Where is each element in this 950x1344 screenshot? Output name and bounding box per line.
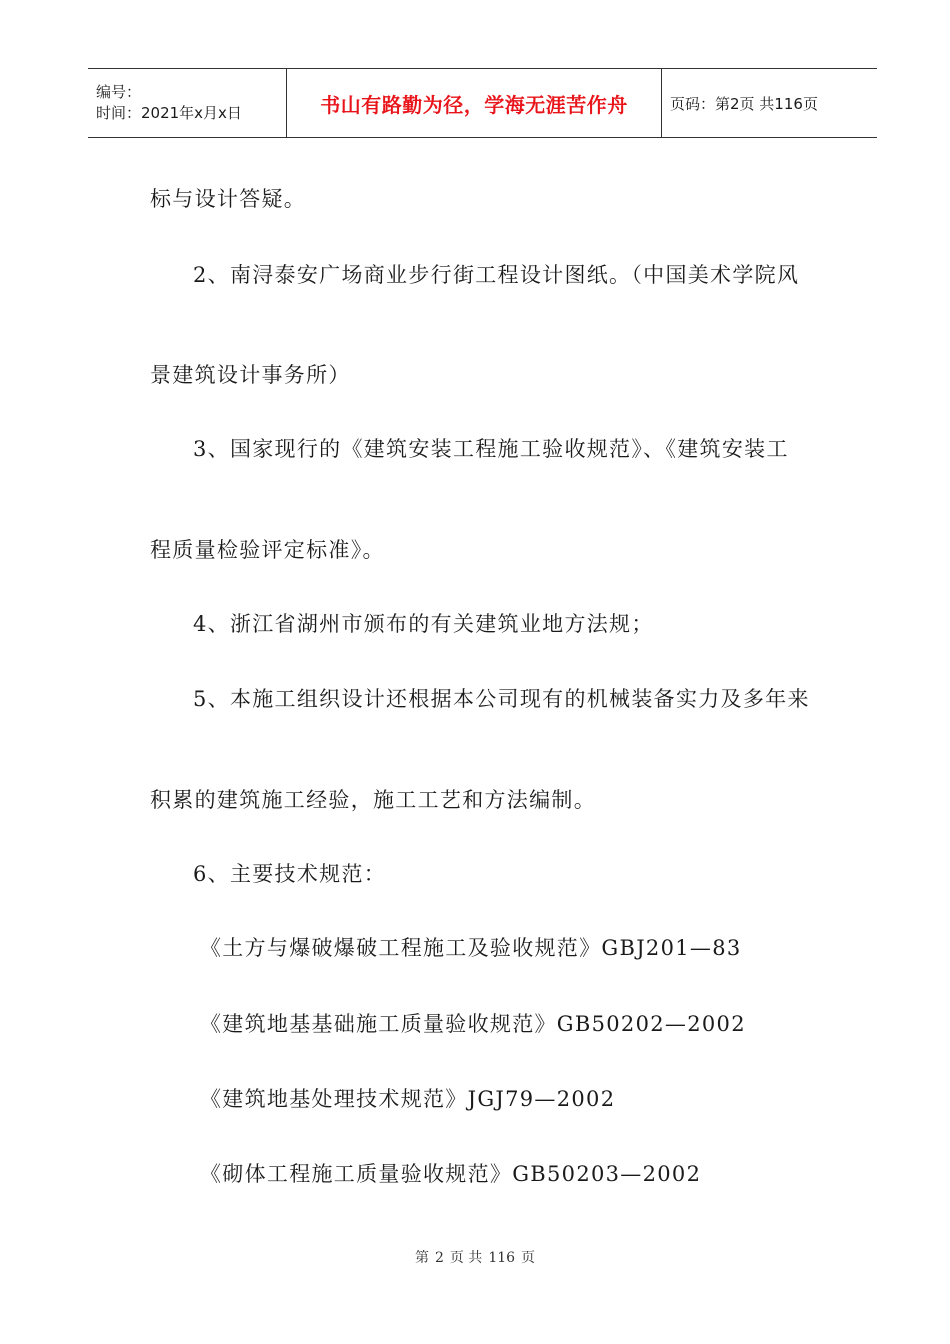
paragraph-line: 2、南浔泰安广场商业步行街工程设计图纸。（中国美术学院风 bbox=[193, 263, 800, 287]
footer-page-number: 2 bbox=[434, 1250, 444, 1266]
time-label: 时间：2021年x月x日 bbox=[96, 104, 242, 122]
footer-suffix: 页 bbox=[521, 1250, 536, 1266]
standard-item: 《土方与爆破爆破工程施工及验收规范》GBJ201—83 bbox=[200, 936, 742, 960]
paragraph-line: 3、国家现行的《建筑安装工程施工验收规范》、《建筑安装工 bbox=[193, 437, 789, 461]
document-header bbox=[88, 68, 877, 138]
footer-middle: 页 共 bbox=[449, 1250, 483, 1266]
header-meta bbox=[88, 69, 287, 137]
paragraph-line: 景建筑设计事务所） bbox=[150, 363, 351, 387]
standard-item: 《建筑地基基础施工质量验收规范》GB50202—2002 bbox=[200, 1012, 746, 1036]
paragraph-line: 4、浙江省湖州市颁布的有关建筑业地方法规； bbox=[193, 612, 654, 636]
footer-prefix: 第 bbox=[414, 1250, 429, 1266]
number-label: 编号： bbox=[96, 83, 142, 101]
page-label: 页码：第2页 共116页 bbox=[670, 94, 818, 113]
standard-item: 《砌体工程施工质量验收规范》GB50203—2002 bbox=[200, 1162, 702, 1186]
paragraph-line: 标与设计答疑。 bbox=[150, 187, 307, 211]
paragraph-line: 5、本施工组织设计还根据本公司现有的机械装备实力及多年来 bbox=[193, 687, 810, 711]
paragraph-line: 积累的建筑施工经验，施工工艺和方法编制。 bbox=[150, 788, 596, 812]
paragraph-line: 6、主要技术规范： bbox=[193, 862, 387, 886]
standard-item: 《建筑地基处理技术规范》JGJ79—2002 bbox=[200, 1087, 616, 1111]
header-page-cell bbox=[662, 69, 877, 137]
page-footer bbox=[0, 1247, 950, 1267]
motto-text: 书山有路勤为径，学海无涯苦作舟 bbox=[320, 92, 628, 117]
header-motto-cell bbox=[287, 69, 662, 137]
footer-total-pages: 116 bbox=[488, 1250, 516, 1266]
paragraph-line: 程质量检验评定标准》。 bbox=[150, 538, 385, 562]
